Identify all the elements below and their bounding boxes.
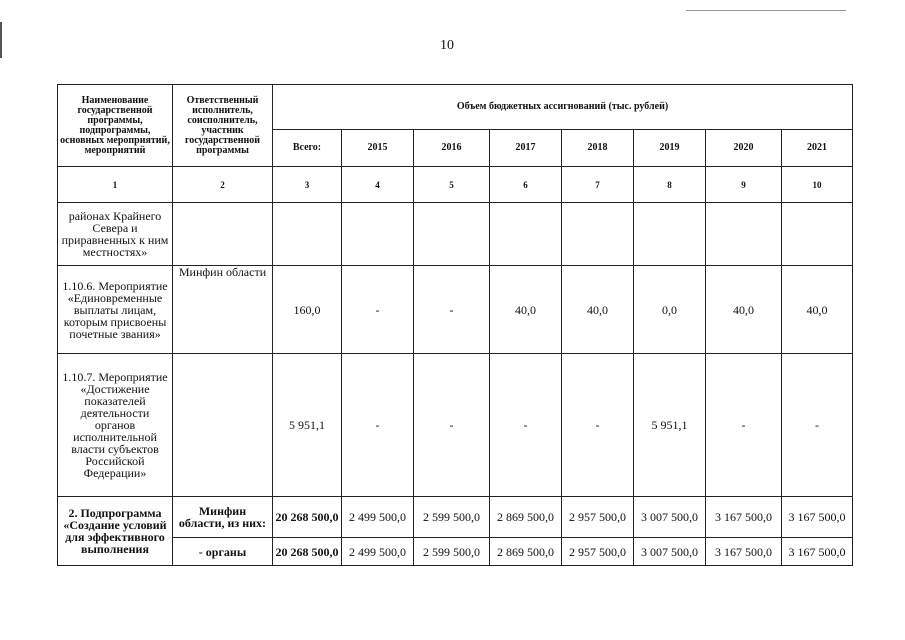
- page-number: 10: [440, 38, 454, 53]
- header-budget: Объем бюджетных ассигнований (тыс. рублей): [273, 85, 853, 130]
- row-value: 3 167 500,0: [706, 497, 782, 538]
- header-year: 2015: [342, 130, 414, 167]
- row-value: -: [562, 354, 634, 497]
- row-value: 2 957 500,0: [562, 497, 634, 538]
- row-value: 2 869 500,0: [490, 538, 562, 566]
- header-name: Наименование государственной программы, подпрограммы, основных мероприятий, мероприятий: [58, 85, 173, 167]
- row-value: 0,0: [634, 266, 706, 354]
- row-value: 20 268 500,0: [273, 497, 342, 538]
- row-value: 40,0: [706, 266, 782, 354]
- row-value: [342, 203, 414, 266]
- column-index: 5: [414, 167, 490, 203]
- row-value: -: [490, 354, 562, 497]
- row-value: 5 951,1: [273, 354, 342, 497]
- scan-edge-line: [0, 22, 2, 58]
- row-value: -: [414, 354, 490, 497]
- header-year: 2021: [782, 130, 853, 167]
- header-year: 2017: [490, 130, 562, 167]
- row-value: 40,0: [782, 266, 853, 354]
- row-value: 3 007 500,0: [634, 538, 706, 566]
- row-value: 2 499 500,0: [342, 538, 414, 566]
- row-value: 2 869 500,0: [490, 497, 562, 538]
- row-name: 1.10.7. Мероприятие «Достижение показателей деятельности органов исполнительной власти субъектов Российской Федерации»: [58, 354, 173, 497]
- column-index: 8: [634, 167, 706, 203]
- row-value: 5 951,1: [634, 354, 706, 497]
- row-value: 20 268 500,0: [273, 538, 342, 566]
- column-index: 7: [562, 167, 634, 203]
- row-value: [634, 203, 706, 266]
- row-value: -: [414, 266, 490, 354]
- row-value: 2 599 500,0: [414, 538, 490, 566]
- row-value: 3 167 500,0: [782, 538, 853, 566]
- header-year: 2018: [562, 130, 634, 167]
- row-name: 2. Подпрограмма «Создание условий для эффективного выполнения: [58, 497, 173, 566]
- table-row: [58, 266, 853, 354]
- column-index: 4: [342, 167, 414, 203]
- row-value: 3 007 500,0: [634, 497, 706, 538]
- row-value: [273, 203, 342, 266]
- scan-edge-line: [686, 10, 846, 11]
- row-executor: [173, 203, 273, 266]
- row-value: -: [706, 354, 782, 497]
- row-value: 40,0: [562, 266, 634, 354]
- table-row: [58, 203, 853, 266]
- column-index: 3: [273, 167, 342, 203]
- row-value: [782, 203, 853, 266]
- header-executor: Ответственный исполнитель, соисполнитель, участник государственной программы: [173, 85, 273, 167]
- row-value: -: [342, 354, 414, 497]
- row-value: [414, 203, 490, 266]
- row-executor: [173, 354, 273, 497]
- row-value: [706, 203, 782, 266]
- row-value: -: [782, 354, 853, 497]
- table-row: [58, 538, 853, 566]
- row-executor: Минфин области, из них:: [173, 497, 273, 538]
- row-executor: - органы: [173, 538, 273, 566]
- header-year: 2020: [706, 130, 782, 167]
- row-value: 40,0: [490, 266, 562, 354]
- column-index: 9: [706, 167, 782, 203]
- column-index: 2: [173, 167, 273, 203]
- row-name: районах Крайнего Севера и приравненных к ним местностях»: [58, 203, 173, 266]
- row-value: 2 599 500,0: [414, 497, 490, 538]
- header-year: 2016: [414, 130, 490, 167]
- row-value: 160,0: [273, 266, 342, 354]
- row-value: 3 167 500,0: [782, 497, 853, 538]
- row-value: -: [342, 266, 414, 354]
- row-name: 1.10.6. Мероприятие «Единовременные выплаты лицам, которым присвоены почетные звания»: [58, 266, 173, 354]
- header-year: 2019: [634, 130, 706, 167]
- row-value: 3 167 500,0: [706, 538, 782, 566]
- row-value: 2 957 500,0: [562, 538, 634, 566]
- row-value: [562, 203, 634, 266]
- header-year: Всего:: [273, 130, 342, 167]
- table-row: [58, 354, 853, 497]
- column-index: 6: [490, 167, 562, 203]
- row-executor: Минфин области: [173, 266, 273, 354]
- budget-table: [57, 84, 853, 566]
- column-index: 10: [782, 167, 853, 203]
- row-value: 2 499 500,0: [342, 497, 414, 538]
- table-row: [58, 497, 853, 538]
- column-index: 1: [58, 167, 173, 203]
- row-value: [490, 203, 562, 266]
